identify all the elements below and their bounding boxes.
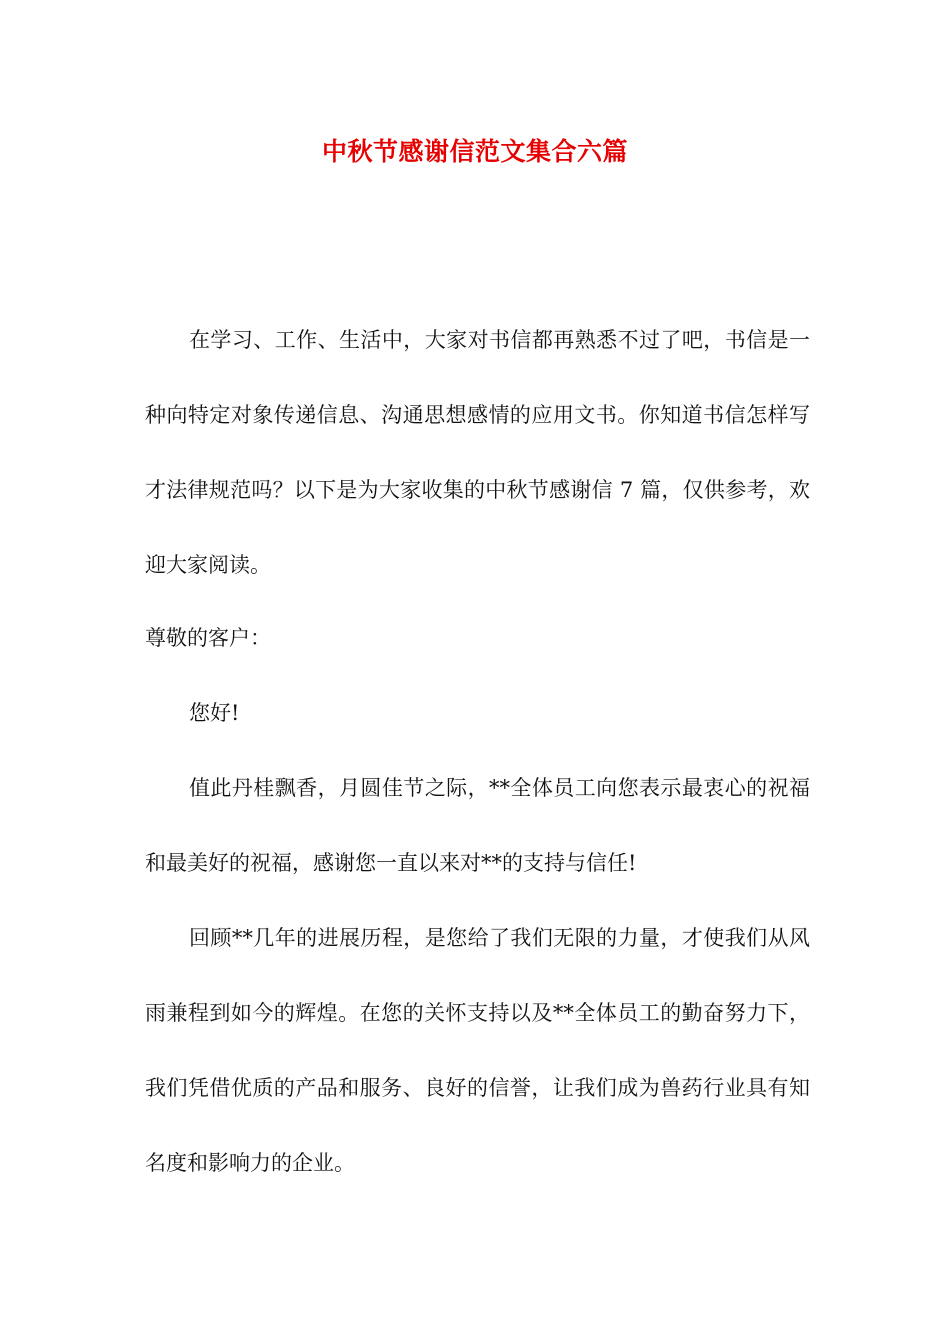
intro-paragraph: 在学习、工作、生活中，大家对书信都再熟悉不过了吧，书信是一种向特定对象传递信息、沟通思想感情的应用文书。你知道书信怎样写才法律规范吗？以下是为大家收集的中秋节感谢信 7 篇，仅供参考，欢迎大家阅读。 bbox=[145, 328, 810, 577]
salutation: 尊敬的客户： bbox=[145, 626, 271, 650]
body-paragraph-1: 值此丹桂飘香，月圆佳节之际，**全体员工向您表示最衷心的祝福和最美好的祝福，感谢您一直以来对**的支持与信任! bbox=[145, 776, 810, 875]
greeting: 您好! bbox=[189, 701, 240, 725]
body-paragraph-2: 回顾**几年的进展历程，是您给了我们无限的力量，才使我们从风雨兼程到如今的辉煌。在您的关怀支持以及**全体员工的勤奋努力下，我们凭借优质的产品和服务、良好的信誉，让我们成为兽药行业具有知名度和影响力的企业。 bbox=[145, 926, 810, 1175]
document-title: 中秋节感谢信范文集合六篇 bbox=[321, 137, 628, 166]
document-body bbox=[145, 0, 810, 1344]
